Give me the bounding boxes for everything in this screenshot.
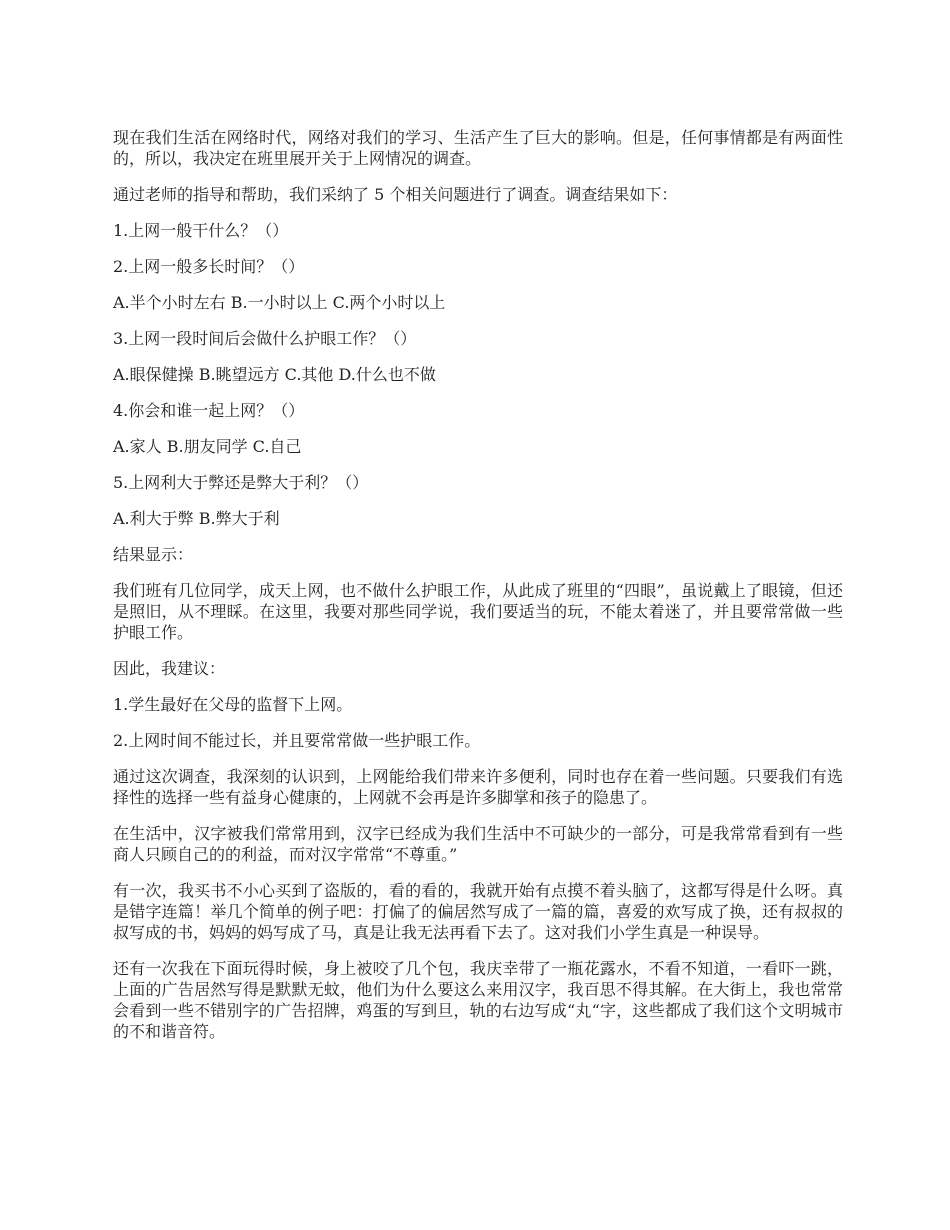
question-4-options: A.家人 B.朋友同学 C.自己 — [113, 437, 302, 456]
results-heading: 结果显示： — [113, 545, 194, 564]
question-5: 5.上网利大于弊还是弊大于利？（） — [113, 473, 369, 492]
question-1: 1.上网一般干什么？（） — [113, 221, 289, 240]
paragraph-pirated-book: 有一次，我买书不小心买到了盗版的，看的看的，我就开始有点摸不着头脑了，这都写得是什么呀。真是错字连篇！举几个简单的例子吧：打偏了的偏居然写成了一篇的篇，喜爱的欢写成了换，还有叔叔的叔写成的书，妈妈的妈写成了马，真是让我无法再看下去了。这对我们小学生真是一种误导。 — [113, 881, 843, 942]
paragraph-results: 我们班有几位同学，成天上网，也不做什么护眼工作，从此成了班里的“四眼”，虽说戴上了眼镜，但还是照旧，从不理睬。在这里，我要对那些同学说，我们要适当的玩，不能太着迷了，并且要常常做一些护眼工作。 — [113, 581, 843, 642]
paragraph-advertisement: 还有一次我在下面玩得时候，身上被咬了几个包，我庆幸带了一瓶花露水，不看不知道，一看吓一跳，上面的广告居然写得是默默无蚊，他们为什么要这么来用汉字，我百思不得其解。在大街上，我也常常会看到一些不错别字的广告招牌，鸡蛋的写到旦，轨的右边写成“丸“字，这些都成了我们这个文明城市的不和谐音符。 — [113, 959, 843, 1041]
paragraph-survey-intro: 通过老师的指导和帮助，我们采纳了 5 个相关问题进行了调查。调查结果如下： — [113, 185, 678, 204]
suggestion-1: 1.学生最好在父母的监督下上网。 — [113, 695, 353, 714]
question-3: 3.上网一段时间后会做什么护眼工作？（） — [113, 329, 417, 348]
paragraph-intro: 现在我们生活在网络时代，网络对我们的学习、生活产生了巨大的影响。但是，任何事情都是有两面性的，所以，我决定在班里展开关于上网情况的调查。 — [113, 128, 843, 168]
paragraph-conclusion: 通过这次调查，我深刻的认识到，上网能给我们带来许多便利，同时也存在着一些问题。只要我们有选择性的选择一些有益身心健康的，上网就不会再是许多脚掌和孩子的隐患了。 — [113, 767, 843, 807]
paragraph-hanzi-intro: 在生活中，汉字被我们常常用到，汉字已经成为我们生活中不可缺少的一部分，可是我常常看到有一些商人只顾自己的的利益，而对汉字常常“不尊重。” — [113, 824, 843, 864]
question-2-options: A.半个小时左右 B.一小时以上 C.两个小时以上 — [113, 293, 446, 312]
question-5-options: A.利大于弊 B.弊大于利 — [113, 509, 280, 528]
question-3-options: A.眼保健操 B.眺望远方 C.其他 D.什么也不做 — [113, 365, 436, 384]
suggestions-heading: 因此，我建议： — [113, 659, 226, 678]
question-2: 2.上网一般多长时间？（） — [113, 257, 305, 276]
suggestion-2: 2.上网时间不能过长，并且要常常做一些护眼工作。 — [113, 731, 481, 750]
question-4: 4.你会和谁一起上网？（） — [113, 401, 305, 420]
document-body — [113, 127, 843, 1057]
